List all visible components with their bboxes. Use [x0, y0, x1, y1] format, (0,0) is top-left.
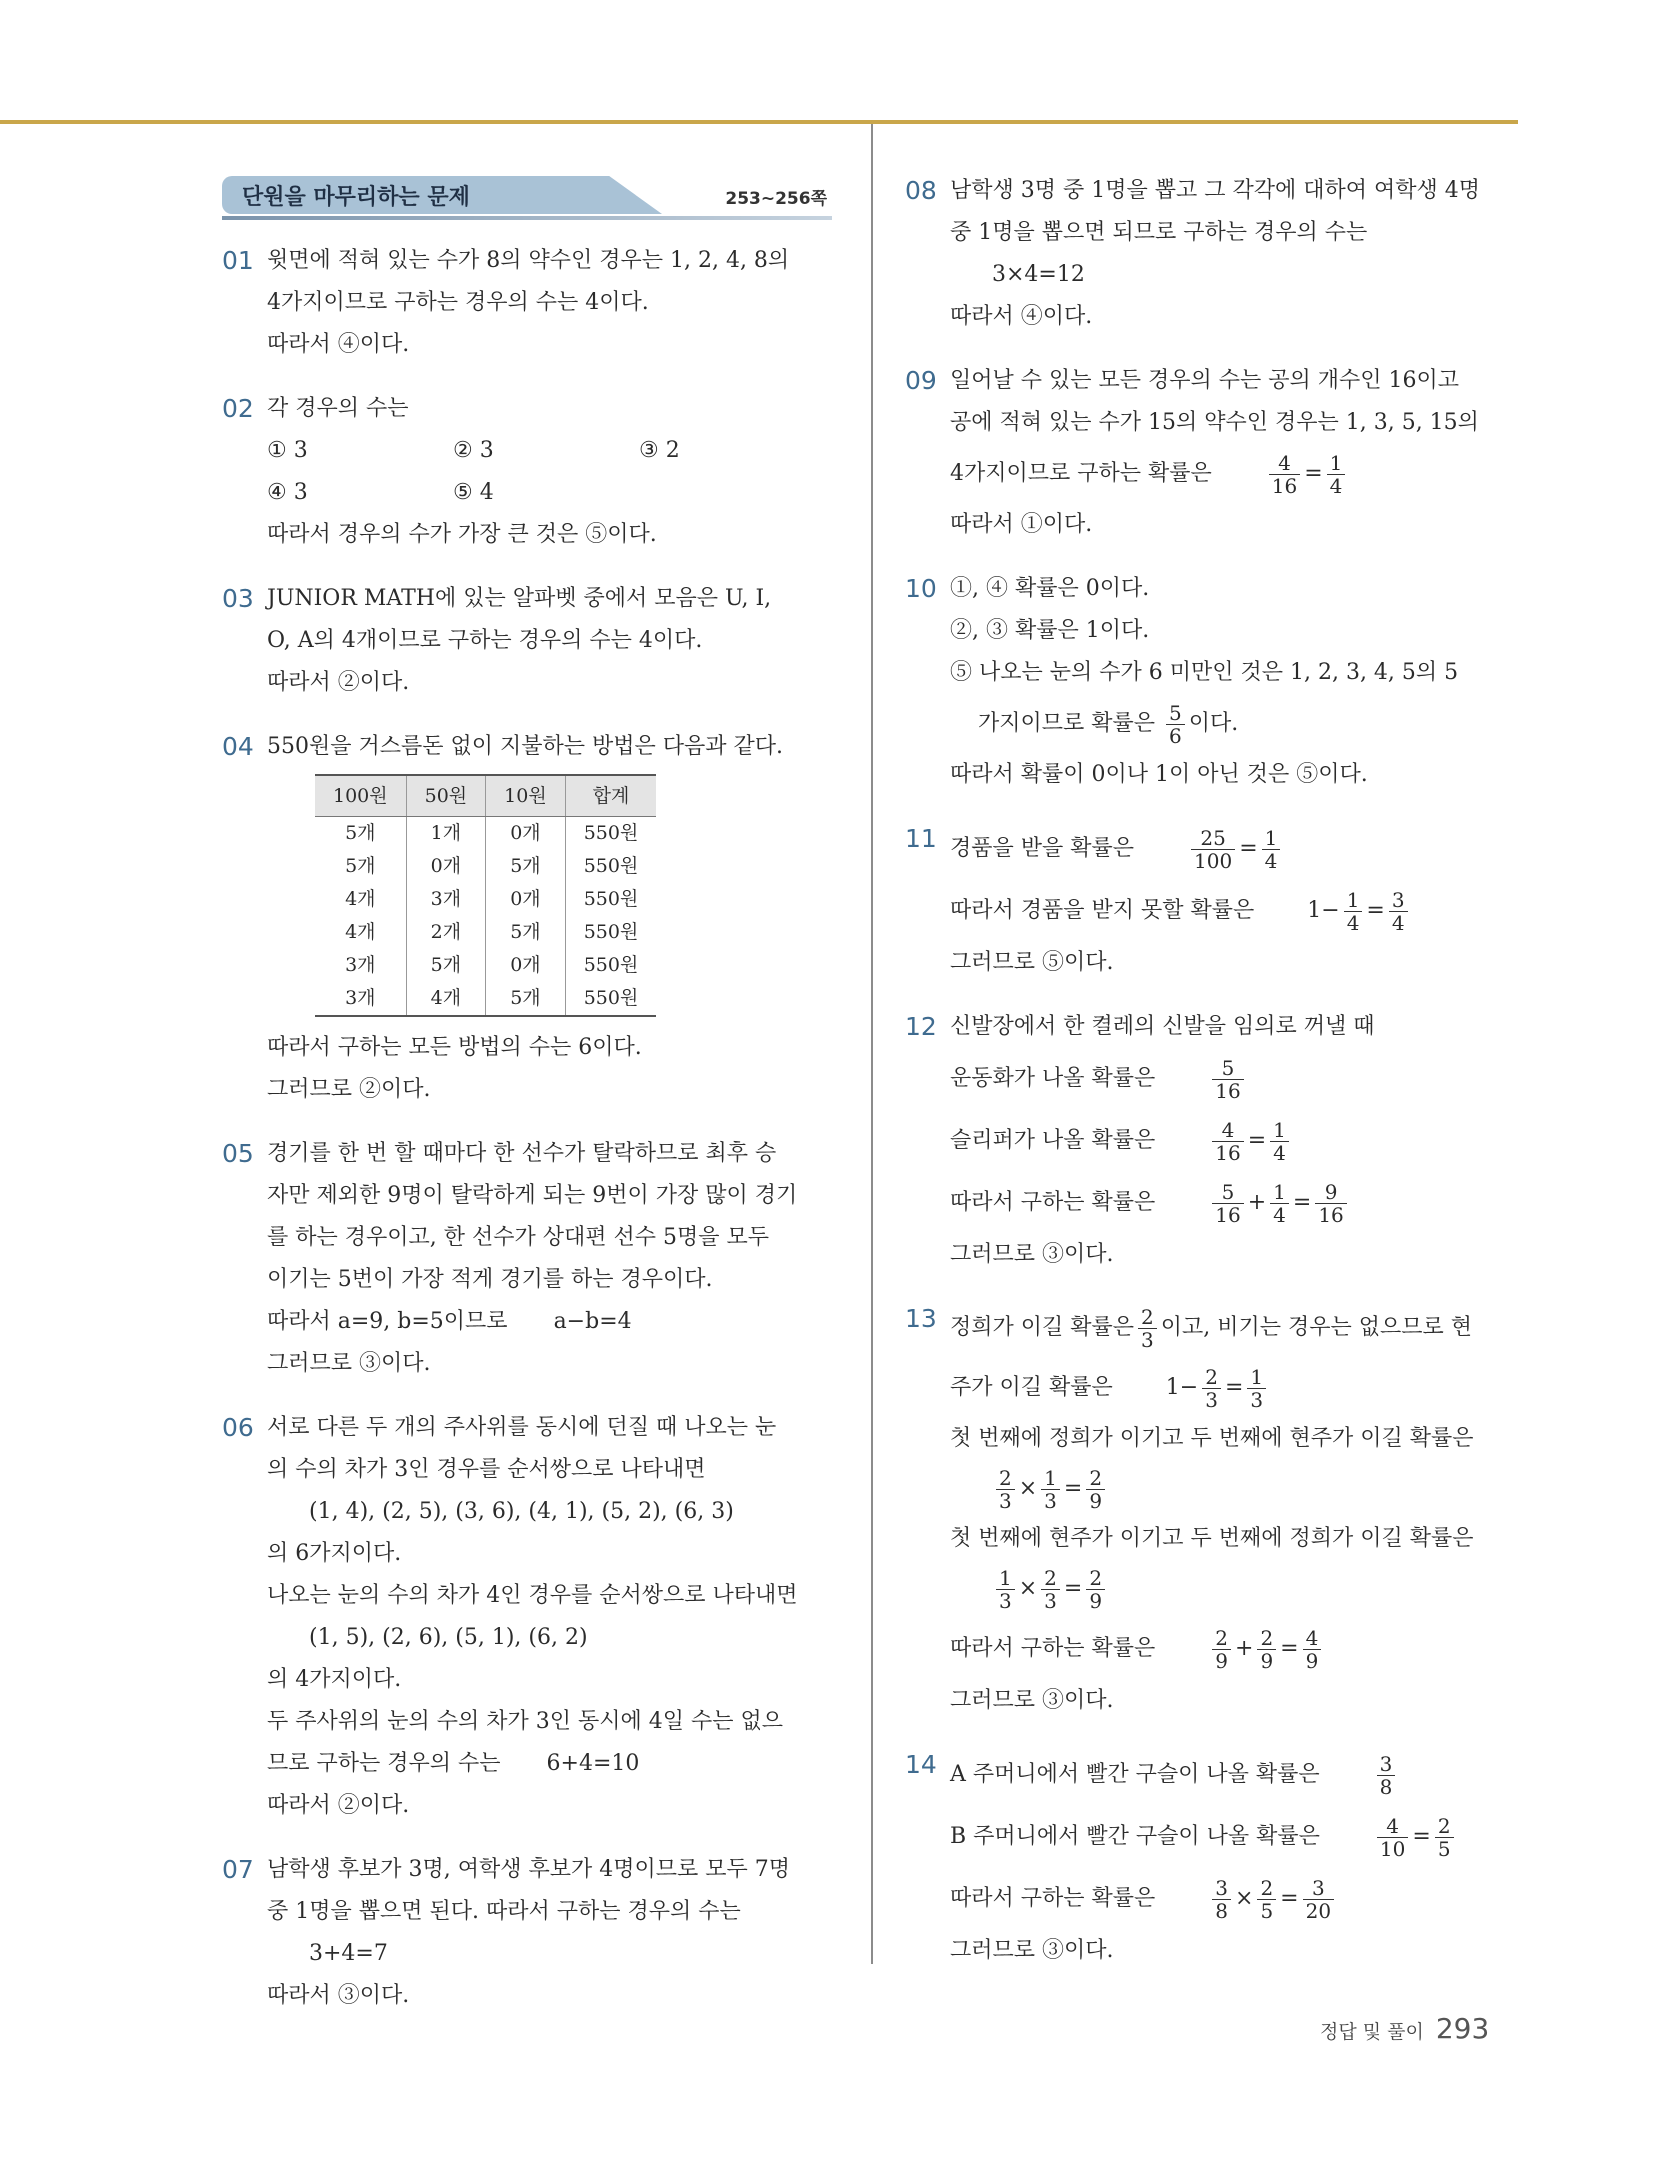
- problem-number: 14: [905, 1750, 937, 1779]
- operator: =: [1224, 1375, 1244, 1400]
- denominator: 16: [1318, 1202, 1344, 1227]
- operator: 1−: [1307, 898, 1340, 923]
- operator: ×: [1018, 1476, 1038, 1501]
- text-line: [950, 880, 1520, 942]
- problem-01: [222, 240, 837, 366]
- fraction: [1212, 1119, 1243, 1164]
- equation: [950, 1460, 1520, 1518]
- numerator: 9: [1315, 1181, 1346, 1204]
- fraction: [1212, 1627, 1231, 1672]
- text-line: [950, 444, 1520, 504]
- table-cell: 5개: [345, 855, 376, 877]
- text-line: ①, ④ 확률은 0이다.: [950, 576, 1150, 601]
- numerator: 25: [1191, 827, 1235, 850]
- text-line: 자만 제외한 9명이 탈락하게 되는 9번이 가장 많이 경기: [267, 1183, 798, 1208]
- fraction: [1138, 1306, 1157, 1351]
- right-column: [905, 170, 1520, 1994]
- numerator: 4: [1212, 1119, 1243, 1142]
- text-line: 나오는 눈의 수의 차가 4인 경우를 순서쌍으로 나타내면: [267, 1583, 798, 1608]
- problem-number: 01: [222, 246, 254, 275]
- table-cell: 550원: [565, 949, 656, 982]
- table-row: [315, 883, 656, 916]
- text-span: 가지이므로 확률은: [978, 711, 1156, 736]
- numerator: 5: [1166, 702, 1185, 725]
- problem-number: 13: [905, 1304, 937, 1333]
- answer-line: 그러므로 ③이다.: [950, 1938, 1114, 1963]
- fraction: [1344, 889, 1363, 934]
- table-cell: 550원: [565, 916, 656, 949]
- table-cell: 550원: [565, 982, 656, 1016]
- top-rule: [0, 120, 1518, 124]
- operator: =: [1366, 898, 1385, 923]
- text-line: 두 주사위의 눈의 수의 차가 3인 동시에 4일 수는 없으: [267, 1709, 783, 1734]
- numerator: 1: [1041, 1467, 1060, 1490]
- fraction: [1303, 1627, 1322, 1672]
- text-line: [950, 1618, 1520, 1680]
- problem-09: [905, 360, 1520, 546]
- operator: ×: [1235, 1886, 1254, 1911]
- denominator: 4: [1329, 473, 1343, 498]
- numerator: 2: [1257, 1877, 1276, 1900]
- answer-line: 따라서 ④이다.: [950, 304, 1093, 329]
- fraction: [1315, 1181, 1346, 1226]
- denominator: 3: [1250, 1387, 1264, 1412]
- choice-4: ④ 3: [267, 480, 308, 505]
- fraction: [1327, 452, 1346, 497]
- table-cell: 4개: [406, 982, 486, 1016]
- column-divider: [871, 124, 873, 1964]
- denominator: 16: [1215, 1202, 1241, 1227]
- table-cell: 5개: [406, 949, 486, 982]
- numerator: 5: [1212, 1181, 1243, 1204]
- answer-line: 그러므로 ③이다.: [267, 1351, 431, 1376]
- text-line: ②, ③ 확률은 1이다.: [950, 618, 1150, 643]
- numerator: 2: [996, 1467, 1015, 1490]
- choice-3: ③ 2: [639, 438, 680, 463]
- numerator: 2: [1138, 1306, 1157, 1329]
- text-line: [950, 1172, 1520, 1234]
- text-line: 이기는 5번이 가장 적게 경기를 하는 경우이다.: [267, 1267, 713, 1292]
- text-span: 이고, 비기는 경우는 없으므로 현: [1160, 1315, 1472, 1340]
- section-underline: [222, 216, 832, 220]
- numerator: 1: [1247, 1366, 1266, 1389]
- fraction: [1257, 1877, 1276, 1922]
- denominator: 9: [1089, 1588, 1103, 1613]
- text-line: 따라서 구하는 모든 방법의 수는 6이다.: [267, 1035, 642, 1060]
- answer-line: 그러므로 ③이다.: [950, 1688, 1114, 1713]
- text-line: 서로 다른 두 개의 주사위를 동시에 던질 때 나오는 눈: [267, 1415, 777, 1440]
- problem-12: [905, 1006, 1520, 1276]
- problem-number: 06: [222, 1413, 254, 1442]
- text-line: [950, 1110, 1520, 1172]
- denominator: 3: [999, 1588, 1012, 1613]
- text-line: [950, 1806, 1520, 1868]
- denominator: 9: [1260, 1648, 1274, 1673]
- table-row: [315, 817, 656, 851]
- numerator: 1: [1270, 1181, 1289, 1204]
- problem-02: [222, 388, 837, 556]
- text-line: 첫 번째에 정희가 이기고 두 번째에 현주가 이길 확률은: [950, 1426, 1474, 1451]
- operator: =: [1063, 1576, 1083, 1601]
- footer-label: 정답 및 풀이: [1320, 2021, 1424, 2043]
- text-line: 의 수의 차가 3인 경우를 순서쌍으로 나타내면: [267, 1457, 706, 1482]
- denominator: 16: [1215, 1078, 1241, 1103]
- problem-number: 02: [222, 394, 254, 423]
- denominator: 20: [1305, 1898, 1332, 1923]
- denominator: 9: [1305, 1648, 1319, 1673]
- text-line: 신발장에서 한 켤레의 신발을 임의로 꺼낼 때: [950, 1014, 1375, 1039]
- numerator: 2: [1086, 1567, 1105, 1590]
- section-title: 단원을 마무리하는 문제: [242, 185, 470, 210]
- text-line: 중 1명을 뽑으면 된다. 따라서 구하는 경우의 수는: [267, 1899, 741, 1924]
- numerator: 2: [1202, 1366, 1221, 1389]
- ordered-pairs: (1, 5), (2, 6), (5, 1), (6, 2): [309, 1625, 588, 1650]
- fraction: [1270, 1181, 1289, 1226]
- fraction: [1202, 1366, 1221, 1411]
- table-header: 100원: [315, 775, 406, 817]
- choice-2: ② 3: [453, 438, 494, 463]
- fraction: [1212, 1877, 1231, 1922]
- fraction: [996, 1567, 1015, 1612]
- numerator: 4: [1303, 1627, 1322, 1650]
- fraction: [1269, 452, 1300, 497]
- fraction: [1377, 1753, 1396, 1798]
- denominator: 16: [1215, 1140, 1241, 1165]
- table-cell: 0개: [486, 817, 566, 851]
- text-line: O, A의 4개이므로 구하는 경우의 수는 4이다.: [267, 628, 703, 653]
- table-header: 합계: [565, 775, 656, 817]
- answer-line: 따라서 확률이 0이나 1이 아닌 것은 ⑤이다.: [950, 762, 1368, 787]
- denominator: 3: [1205, 1387, 1218, 1412]
- text-span: 므로 구하는 경우의 수는: [267, 1751, 501, 1776]
- text-span: 따라서 a=9, b=5이므로: [267, 1309, 508, 1334]
- equation: 3+4=7: [309, 1941, 388, 1966]
- operator: =: [1239, 836, 1258, 861]
- text-span: 4가지이므로 구하는 확률은: [950, 461, 1212, 486]
- table-cell: 0개: [486, 949, 566, 982]
- fraction: [1377, 1815, 1408, 1860]
- fraction: [1262, 827, 1281, 872]
- fraction: [1041, 1467, 1060, 1512]
- denominator: 5: [1260, 1898, 1274, 1923]
- text-span: 정희가 이길 확률은: [950, 1315, 1135, 1340]
- ordered-pairs: (1, 4), (2, 5), (3, 6), (4, 1), (5, 2), (6, 3): [309, 1499, 734, 1524]
- text-line: 를 하는 경우이고, 한 선수가 상대편 선수 5명을 모두: [267, 1225, 769, 1250]
- section-header: [222, 170, 837, 220]
- fraction: [1257, 1627, 1276, 1672]
- numerator: 4: [1377, 1815, 1408, 1838]
- problem-number: 11: [905, 824, 937, 853]
- table-cell: 0개: [486, 883, 566, 916]
- numerator: 1: [996, 1567, 1015, 1590]
- numerator: 2: [1086, 1467, 1105, 1490]
- table-cell: 5개: [486, 850, 566, 883]
- operator: =: [1304, 461, 1323, 486]
- operator: +: [1247, 1190, 1267, 1215]
- text-span: 경품을 받을 확률은: [950, 836, 1135, 861]
- problem-11: [905, 818, 1520, 984]
- text-line: [950, 1298, 1520, 1358]
- table-cell: 3개: [315, 982, 406, 1016]
- text-line: 윗면에 적혀 있는 수가 8의 약수인 경우는 1, 2, 4, 8의: [267, 248, 790, 273]
- problem-04: [222, 726, 837, 1111]
- text-line: [950, 1744, 1520, 1806]
- table-header-row: [315, 775, 656, 817]
- numerator: 1: [1270, 1119, 1289, 1142]
- numerator: 1: [1344, 889, 1363, 912]
- answer-line: 따라서 경우의 수가 가장 큰 것은 ⑤이다.: [267, 522, 657, 547]
- numerator: 2: [1041, 1567, 1060, 1590]
- problem-number: 04: [222, 732, 254, 761]
- text-line: [267, 1301, 837, 1343]
- operator: =: [1412, 1824, 1431, 1849]
- problem-03: [222, 578, 837, 704]
- answer-line: 따라서 ③이다.: [267, 1983, 410, 2008]
- choice-row: [267, 472, 837, 514]
- numerator: 1: [1262, 827, 1281, 850]
- fraction: [1270, 1119, 1289, 1164]
- denominator: 9: [1215, 1648, 1228, 1673]
- text-line: [950, 1048, 1520, 1110]
- table-cell: 0개: [406, 850, 486, 883]
- choice-row: [267, 430, 837, 472]
- denominator: 3: [1141, 1327, 1154, 1352]
- operator: 1−: [1165, 1375, 1199, 1400]
- text-line: [950, 818, 1520, 880]
- section-pages: 253~256쪽: [725, 189, 827, 209]
- denominator: 10: [1379, 1836, 1406, 1861]
- text-line: 각 경우의 수는: [267, 396, 409, 421]
- fraction: [1166, 702, 1185, 747]
- numerator: 1: [1327, 452, 1346, 475]
- answer-line: 그러므로 ②이다.: [267, 1077, 431, 1102]
- denominator: 100: [1194, 848, 1233, 873]
- operator: =: [1280, 1886, 1299, 1911]
- problem-05: [222, 1133, 837, 1385]
- numerator: 3: [1212, 1877, 1231, 1900]
- table-row: [315, 850, 656, 883]
- operator: +: [1235, 1636, 1254, 1661]
- table-cell: 550원: [565, 850, 656, 883]
- problem-number: 08: [905, 176, 937, 205]
- problem-13: [905, 1298, 1520, 1722]
- text-span: 따라서 경품을 받지 못할 확률은: [950, 898, 1255, 923]
- text-line: 의 6가지이다.: [267, 1541, 402, 1566]
- answer-line: 그러므로 ③이다.: [950, 1242, 1114, 1267]
- problem-number: 09: [905, 366, 937, 395]
- choice-1: ① 3: [267, 438, 308, 463]
- operator: =: [1247, 1128, 1267, 1153]
- text-span: 주가 이길 확률은: [950, 1375, 1113, 1400]
- text-line: 중 1명을 뽑으면 되므로 구하는 경우의 수는: [950, 220, 1368, 245]
- denominator: 3: [1044, 1488, 1057, 1513]
- text-line: 경기를 한 번 할 때마다 한 선수가 탈락하므로 최후 승: [267, 1141, 777, 1166]
- text-line: 일어날 수 있는 모든 경우의 수는 공의 개수인 16이고: [950, 368, 1459, 393]
- numerator: 5: [1212, 1057, 1243, 1080]
- fraction: [1212, 1181, 1243, 1226]
- numerator: 4: [1269, 452, 1300, 475]
- answer-line: 따라서 ①이다.: [950, 512, 1093, 537]
- equation: 3×4=12: [992, 262, 1085, 287]
- table-cell: 3개: [406, 883, 486, 916]
- table-row: [315, 982, 656, 1016]
- page-number: 293: [1435, 2012, 1490, 2045]
- fraction: [1191, 827, 1235, 872]
- problem-number: 07: [222, 1855, 254, 1884]
- problem-number: 03: [222, 584, 254, 613]
- denominator: 16: [1271, 473, 1298, 498]
- denominator: 3: [1044, 1588, 1057, 1613]
- text-line: 공에 적혀 있는 수가 15의 약수인 경우는 1, 3, 5, 15의: [950, 410, 1479, 435]
- operator: =: [1280, 1636, 1299, 1661]
- denominator: 4: [1346, 910, 1360, 935]
- operator: =: [1063, 1476, 1083, 1501]
- text-span: 이다.: [1188, 711, 1239, 736]
- text-span: 따라서 구하는 확률은: [950, 1886, 1156, 1911]
- denominator: 4: [1391, 910, 1405, 935]
- table-cell: 5개: [345, 822, 376, 844]
- numerator: 2: [1435, 1815, 1454, 1838]
- problem-14: [905, 1744, 1520, 1972]
- denominator: 5: [1437, 1836, 1451, 1861]
- fraction: [996, 1467, 1015, 1512]
- table-cell: 550원: [565, 883, 656, 916]
- text-line: ⑤ 나오는 눈의 수가 6 미만인 것은 1, 2, 3, 4, 5의 5: [950, 660, 1459, 685]
- table-cell: 2개: [406, 916, 486, 949]
- numerator: 3: [1389, 889, 1408, 912]
- text-span: B 주머니에서 빨간 구슬이 나올 확률은: [950, 1824, 1320, 1849]
- table-header: 50원: [406, 775, 486, 817]
- fraction: [1303, 1877, 1334, 1922]
- operator: ×: [1018, 1576, 1038, 1601]
- problem-10: [905, 568, 1520, 796]
- table-row: [315, 949, 656, 982]
- answer-line: 따라서 ④이다.: [267, 332, 410, 357]
- choice-5: ⑤ 4: [453, 480, 494, 505]
- table-cell: 1개: [406, 817, 486, 851]
- answer-line: 따라서 ②이다.: [267, 670, 410, 695]
- text-span: 슬리퍼가 나올 확률은: [950, 1128, 1156, 1153]
- text-span: 따라서 구하는 확률은: [950, 1190, 1156, 1215]
- numerator: 2: [1212, 1627, 1231, 1650]
- text-line: [950, 1358, 1520, 1418]
- numerator: 2: [1257, 1627, 1276, 1650]
- problem-number: 12: [905, 1012, 937, 1041]
- fraction: [1212, 1057, 1243, 1102]
- table-header: 10원: [486, 775, 566, 817]
- text-span: 운동화가 나올 확률은: [950, 1066, 1156, 1091]
- text-line: 남학생 3명 중 1명을 뽑고 그 각각에 대하여 여학생 4명: [950, 178, 1480, 203]
- text-line: [950, 694, 1520, 754]
- text-line: 550원을 거스름돈 없이 지불하는 방법은 다음과 같다.: [267, 734, 783, 759]
- equation: [950, 1560, 1520, 1618]
- denominator: 4: [1273, 1202, 1286, 1227]
- text-line: JUNIOR MATH에 있는 알파벳 중에서 모음은 U, I,: [267, 586, 772, 611]
- problem-number: 05: [222, 1139, 254, 1168]
- fraction: [1086, 1567, 1105, 1612]
- fraction: [1435, 1815, 1454, 1860]
- fraction: [1247, 1366, 1266, 1411]
- problem-number: 10: [905, 574, 937, 603]
- left-column: [222, 170, 837, 2039]
- text-line: 남학생 후보가 3명, 여학생 후보가 4명이므로 모두 7명: [267, 1857, 790, 1882]
- denominator: 4: [1264, 848, 1278, 873]
- text-line: 의 4가지이다.: [267, 1667, 402, 1692]
- denominator: 8: [1379, 1774, 1393, 1799]
- denominator: 6: [1169, 723, 1182, 748]
- equation: a−b=4: [553, 1309, 632, 1334]
- denominator: 8: [1215, 1898, 1228, 1923]
- table-cell: 4개: [345, 921, 376, 943]
- text-span: 따라서 구하는 확률은: [950, 1636, 1156, 1661]
- text-span: A 주머니에서 빨간 구슬이 나올 확률은: [950, 1762, 1320, 1787]
- problem-07: [222, 1849, 837, 2017]
- table-row: [315, 916, 656, 949]
- table-cell: 5개: [486, 982, 566, 1016]
- denominator: 3: [999, 1488, 1012, 1513]
- text-line: [950, 1868, 1520, 1930]
- problem-08: [905, 170, 1520, 338]
- problem-06: [222, 1407, 837, 1827]
- text-line: 4가지이므로 구하는 경우의 수는 4이다.: [267, 290, 649, 315]
- answer-line: 따라서 ②이다.: [267, 1793, 410, 1818]
- fraction: [1389, 889, 1408, 934]
- text-line: 첫 번째에 현주가 이기고 두 번째에 정희가 이길 확률은: [950, 1526, 1474, 1551]
- numerator: 3: [1303, 1877, 1334, 1900]
- payment-table: [315, 774, 656, 1017]
- text-line: [267, 1743, 837, 1785]
- fraction: [1086, 1467, 1105, 1512]
- table-cell: 3개: [345, 954, 376, 976]
- fraction: [1041, 1567, 1060, 1612]
- equation: 6+4=10: [546, 1751, 640, 1776]
- answer-line: 그러므로 ⑤이다.: [950, 950, 1114, 975]
- table-cell: 550원: [565, 817, 656, 851]
- table-cell: 4개: [345, 888, 376, 910]
- denominator: 4: [1273, 1140, 1286, 1165]
- operator: =: [1292, 1190, 1312, 1215]
- page-footer: [1320, 2012, 1489, 2045]
- table-cell: 5개: [486, 916, 566, 949]
- numerator: 3: [1377, 1753, 1396, 1776]
- denominator: 9: [1089, 1488, 1103, 1513]
